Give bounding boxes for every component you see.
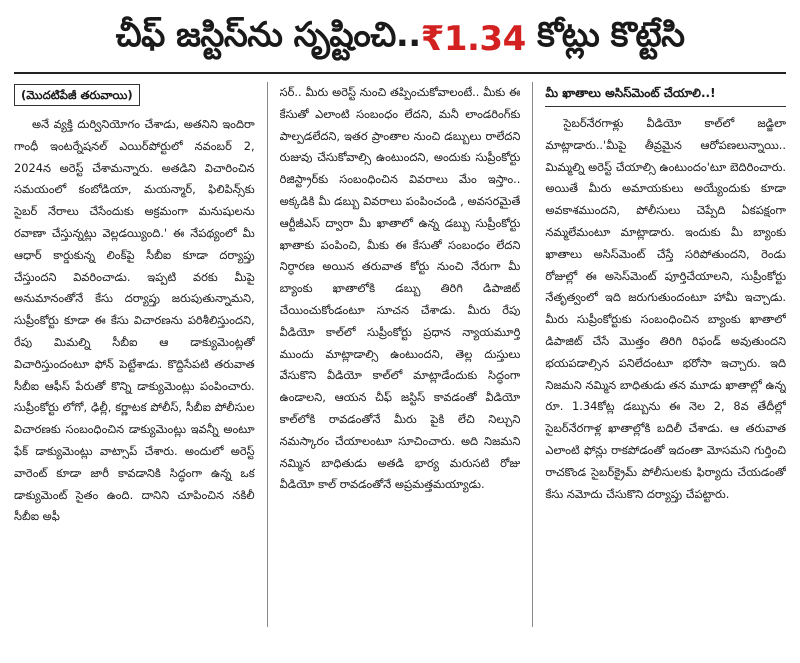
headline-tail: కోట్లు కొట్టేసి — [537, 15, 685, 55]
headline-divider — [14, 72, 786, 74]
section-subheading: మీ ఖాతాలు అసిస్‌మెంట్ చేయాలి..! — [545, 82, 786, 107]
continuation-kicker: (మొదటిపేజీ తరువాయి) — [14, 84, 140, 106]
article-paragraph: అనే వ్యక్తి దుర్వినియోగం చేశాడు, అతనిని ఇందిరా గాంధీ ఇంటర్నేషనల్ ఎయిర్‌పోర్టులో నవంబర్ 2, 2024న అరెస్ట్ చేశామన్నారు. అతడిని విచారించిన సమయంలో కంబోడియా, మయన్మార్, ఫిలిపిన్స్‌కు సైబర్ నేరాలు చేసేందుకు అక్రమంగా మనుషులను రవాణా చేస్తున్నట్లు వెల్లడయ్యింది.' ఈ నేపథ్యంలో మీ ఆధార్ కార్డుకున్న లింక్‌పై సీబీఐ కూడా దర్యాప్తు చేస్తుందని వివరించాడు. ఇప్పటి వరకు మీపై అనుమానంతోనే కేసు దర్యాప్తు జరుపుతున్నామని, సుప్రీంకోర్టు కూడా ఈ కేసు విచారణను పరిశీలిస్తుందని, రేపు మిమల్ని సీబీఐ ఆ డాక్యుమెంట్లతో విచారిస్తుందంటూ ఫోన్ పెట్టేశాడు. కొద్దిసేపటి తరువాత సీబీఐ ఆఫీస్ పేరుతో కొన్ని డాక్యుమెంట్లు పంపించారు. సుప్రీంకోర్టు లోగో, ఢిల్లీ, కర్ణాటక పోలీస్, సీబీఐ పోలీసుల విచారణకు సంబంధించిన డాక్యుమెంట్లు ఇవన్నీ అంటూ ఫేక్ డాక్యుమెంట్లు వాట్సాప్ చేశారు. అందులో అరెస్ట్ వారెంట్ కూడా జారీ కావడానికి సిద్ధంగా ఉన్న ఒక డాక్యుమెంట్ సైతం ఉంది. దానిని చూపించిన నకిలీ సీబీఐ అఫీ — [14, 117, 255, 524]
article-paragraph: సర్.. మీరు అరెస్ట్ నుంచి తప్పించుకోవాలంటే.. మీకు ఈ కేసుతో ఎలాంటి సంబంధం లేదని, మనీ లాండరింగ్‌కు పాల్పడలేదని, ఇతర ప్రాంతాల నుంచి డబ్బులు రాలేదని రుజువు చేసుకోవాల్సి ఉంటుందని, అందుకు సుప్రీంకోర్టు రిజిస్ట్రార్‌కు సంబంధించిన వివరాలు మేం ఇస్తాం.. అక్కడికి మీ డబ్బు వివరాలు పంపించండి , అవసరమైతే ఆర్టీజీఎస్ ద్వారా మీ ఖాతాలో ఉన్న డబ్బు సుప్రీంకోర్టు ఖాతాకు పంపించి, మీకు ఈ కేసుతో సంబంధం లేదని నిర్ధారణ అయిన తరువాత కోర్టు నుంచి నేరుగా మీ బ్యాంకు ఖాతాలోకి డబ్బు తిరిగి డిపాజిట్ చేయించుకోండంటూ సూచన చేశాడు. మీరు రేపు వీడియో కాల్‌లో సుప్రీంకోర్టు ప్రధాన న్యాయమూర్తి ముందు మాట్లాడాల్సి ఉంటుందని, తెల్ల దుస్తులు వేసుకొని వీడియో కాల్‌లో మాట్లాడేందుకు సిద్ధంగా ఉండాలని, ఆయన చీఫ్ జస్టిస్ కావడంతో వీడియో కాల్‌లోకి రావడంతోనే మీరు పైకి లేచి నిల్చుని నమస్కారం చేయాలంటూ సూచించారు. అది నిజమని నమ్మిన బాధితుడు అతడి భార్య మరుసటి రోజు వీడియో కాల్ రావడంతోనే అప్రమత్తమయ్యాడు. — [279, 85, 521, 492]
column-divider — [267, 82, 268, 627]
headline — [14, 8, 786, 70]
article-columns — [14, 82, 786, 627]
headline-text: చీఫ్ జస్టిస్‌ను సృష్టించి.. — [115, 15, 421, 55]
column-divider — [532, 82, 533, 627]
article-column-1 — [14, 82, 255, 627]
article-paragraph: సైబర్‌నేరగాళ్లు వీడియో కాల్‌లో జడ్జిలా మాట్లాడారు..'మీపై తీవ్రమైన ఆరోపణలున్నాయి.. మిమ్మల్ని అరెస్ట్ చేయాల్సి ఉంటుందం'టూ బెదిరించారు. అయితే మీరు అమాయకులు అయ్యేందుకు కూడా అవకాశముందని, పోలీసులు చెప్పేది ఏకపక్షంగా నమ్మలేమంటూ మాట్లాడారు. ఇందుకు మీ బ్యాంకు ఖాతాలు అసిస్‌మెంట్ చేస్తే సరిపోతుందని, రెండు రోజుల్లో ఈ అసెస్‌మెంట్ పూర్తిచేయాలని, సుప్రీంకోర్టు నేతృత్వంలో ఇది జరుగుతుందంటూ హామీ ఇచ్చాడు. మీరు సుప్రీంకోర్టుకు సంబంధించిన బ్యాంకు ఖాతాలో డిపాజిట్ చేసే మొత్తం తిరిగి రిఫండ్ అవుతుందని భయపడాల్సిన పనిలేదంటూ భరోసా ఇచ్చారు. ఇది నిజమని నమ్మిన బాధితుడు తన మూడు ఖాతాల్లో ఉన్న రూ. 1.34కోట్ల డబ్బును ఈ నెల 2, 8వ తేదీల్లో సైబర్‌నేరగాళ్ల ఖాతాల్లోకి బదిలీ చేశాడు. ఆ తరువాత ఎలాంటి ఫోన్లు రాకపోడంతో ఇదంతా మోసమని గుర్తించి రాచకొండ సైబర్‌క్రైమ్ పోలీసులకు ఫిర్యాదు చేయడంతో కేసు నమోదు చేసుకొని దర్యాప్తు చేపట్టారు. — [545, 116, 787, 501]
headline-amount: ₹1.34 — [420, 19, 526, 59]
article-column-2 — [280, 82, 521, 627]
article-column-3 — [545, 82, 786, 627]
